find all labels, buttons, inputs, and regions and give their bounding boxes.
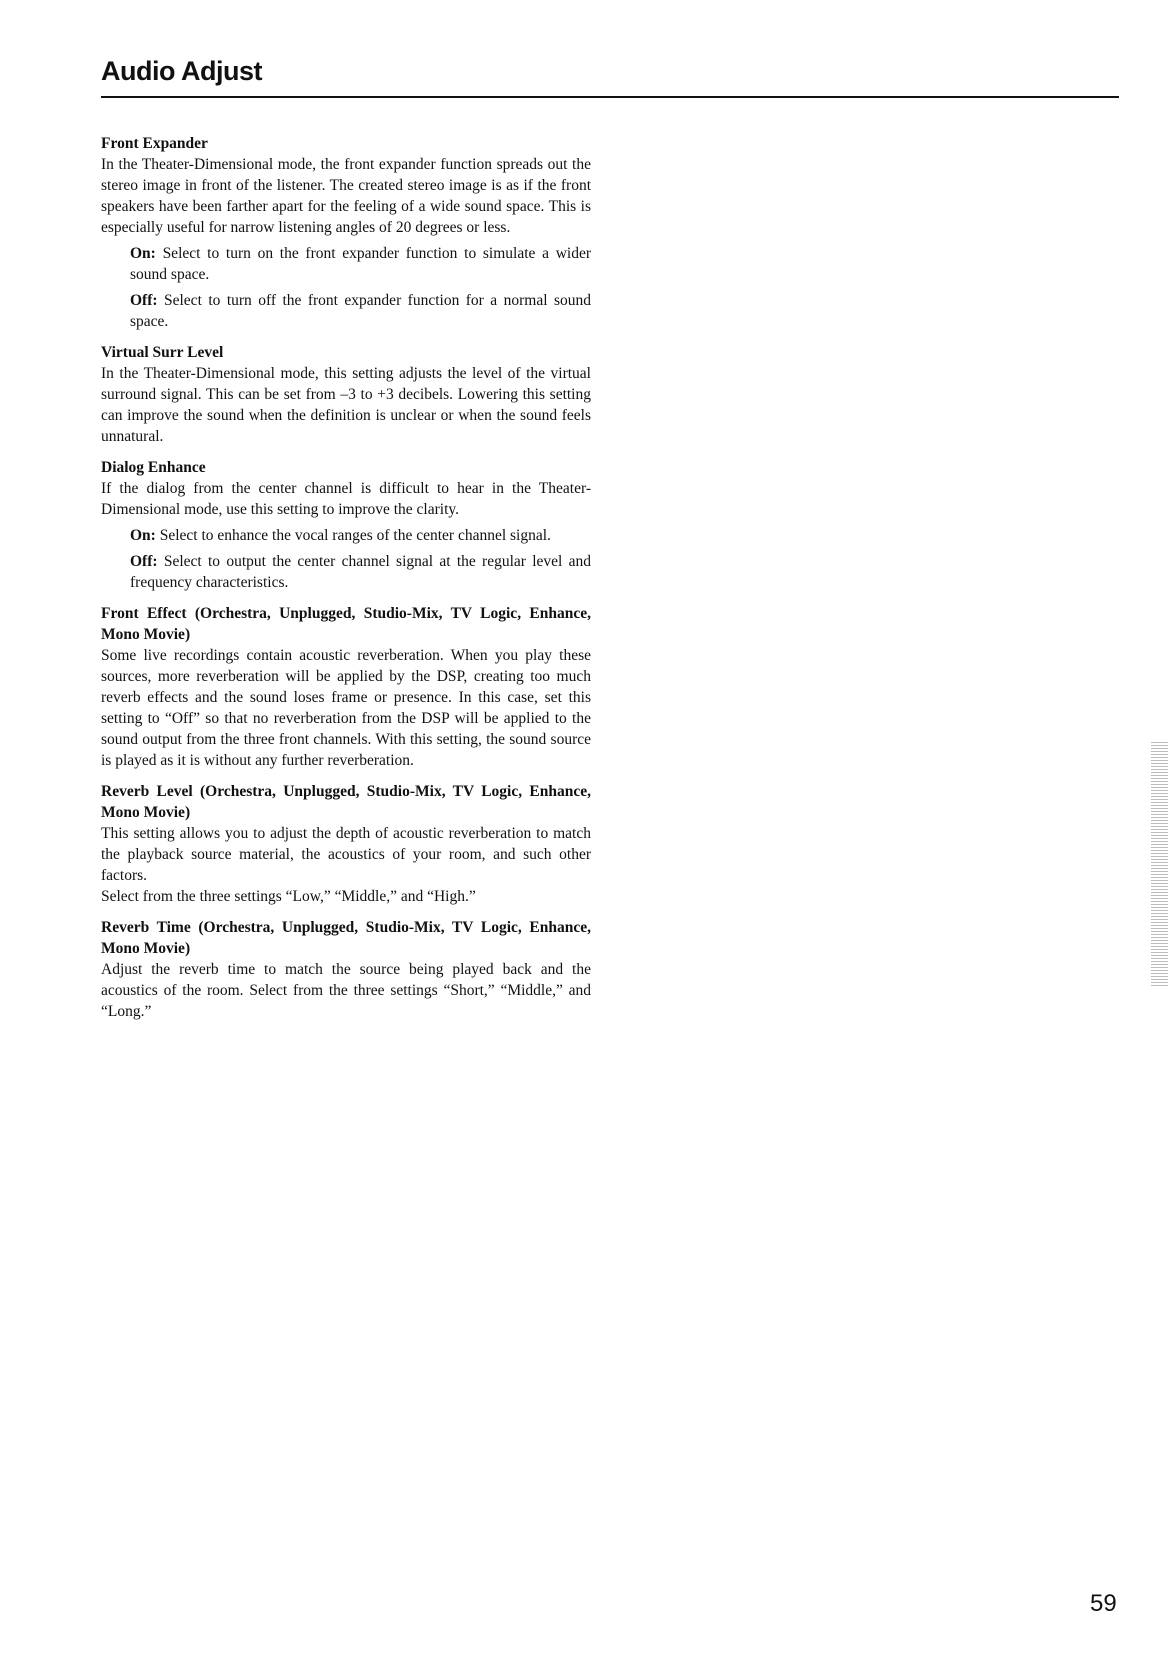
- section-body: Adjust the reverb time to match the source being played back and the acoustics of the room. Select from the three settings “Short,” “Middle,” and “Long.”: [101, 961, 591, 1020]
- option-text: Select to output the center channel signal at the regular level and frequency characteristics.: [130, 553, 591, 591]
- option-key: On:: [130, 245, 156, 262]
- section-heading: Reverb Time (Orchestra, Unplugged, Studio-Mix, TV Logic, Enhance, Mono Movie): [101, 919, 591, 957]
- option-text: Select to enhance the vocal ranges of the center channel signal.: [159, 527, 551, 544]
- option-off: [130, 290, 591, 332]
- section-heading: Front Expander: [101, 135, 208, 152]
- section-reverb-time: [101, 917, 591, 1022]
- section-body: Some live recordings contain acoustic reverberation. When you play these sources, more reverberation will be applied by the DSP, creating too much reverb effects and the sound loses frame or presence. In this case, set this setting to “Off” so that no reverberation from the DSP will be applied to the sound output from the three front channels. With this setting, the sound source is played as it is without any further reverberation.: [101, 647, 591, 769]
- section-front-expander: [101, 133, 591, 332]
- section-body: This setting allows you to adjust the depth of acoustic reverberation to match the playback source material, the acoustics of your room, and such other factors.: [101, 825, 591, 884]
- section-heading: Virtual Surr Level: [101, 344, 224, 361]
- section-front-effect: [101, 603, 591, 771]
- section-body: In the Theater-Dimensional mode, this setting adjusts the level of the virtual surround signal. This can be set from –3 to +3 decibels. Lowering this setting can improve the sound when the definition is unclear or when the sound feels unnatural.: [101, 365, 591, 445]
- option-key: Off:: [130, 292, 158, 309]
- chapter-tab-marker: [1151, 740, 1168, 986]
- title-rule: [101, 96, 1119, 98]
- option-off: [130, 551, 591, 593]
- page-title: Audio Adjust: [101, 56, 262, 86]
- section-body: If the dialog from the center channel is difficult to hear in the Theater-Dimensional mode, use this setting to improve the clarity.: [101, 480, 591, 518]
- section-virtual-surr-level: [101, 342, 591, 447]
- page-number: 59: [1090, 1590, 1117, 1617]
- option-key: Off:: [130, 553, 158, 570]
- section-heading: Front Effect (Orchestra, Unplugged, Studio-Mix, TV Logic, Enhance, Mono Movie): [101, 605, 591, 643]
- option-text: Select to turn off the front expander function for a normal sound space.: [130, 292, 591, 330]
- page-header: [101, 52, 1119, 98]
- section-body: In the Theater-Dimensional mode, the front expander function spreads out the stereo image in front of the listener. The created stereo image is as if the front speakers have been farther apart for the feeling of a wide sound space. This is especially useful for narrow listening angles of 20 degrees or less.: [101, 156, 591, 236]
- main-content: [101, 133, 591, 1032]
- option-key: On:: [130, 527, 156, 544]
- section-heading: Reverb Level (Orchestra, Unplugged, Studio-Mix, TV Logic, Enhance, Mono Movie): [101, 783, 591, 821]
- section-reverb-level: [101, 781, 591, 907]
- section-body-secondary: Select from the three settings “Low,” “Middle,” and “High.”: [101, 888, 476, 905]
- option-text: Select to turn on the front expander function to simulate a wider sound space.: [130, 245, 592, 283]
- section-heading: Dialog Enhance: [101, 459, 206, 476]
- option-on: [130, 243, 591, 285]
- section-dialog-enhance: [101, 457, 591, 593]
- option-on: [130, 525, 591, 546]
